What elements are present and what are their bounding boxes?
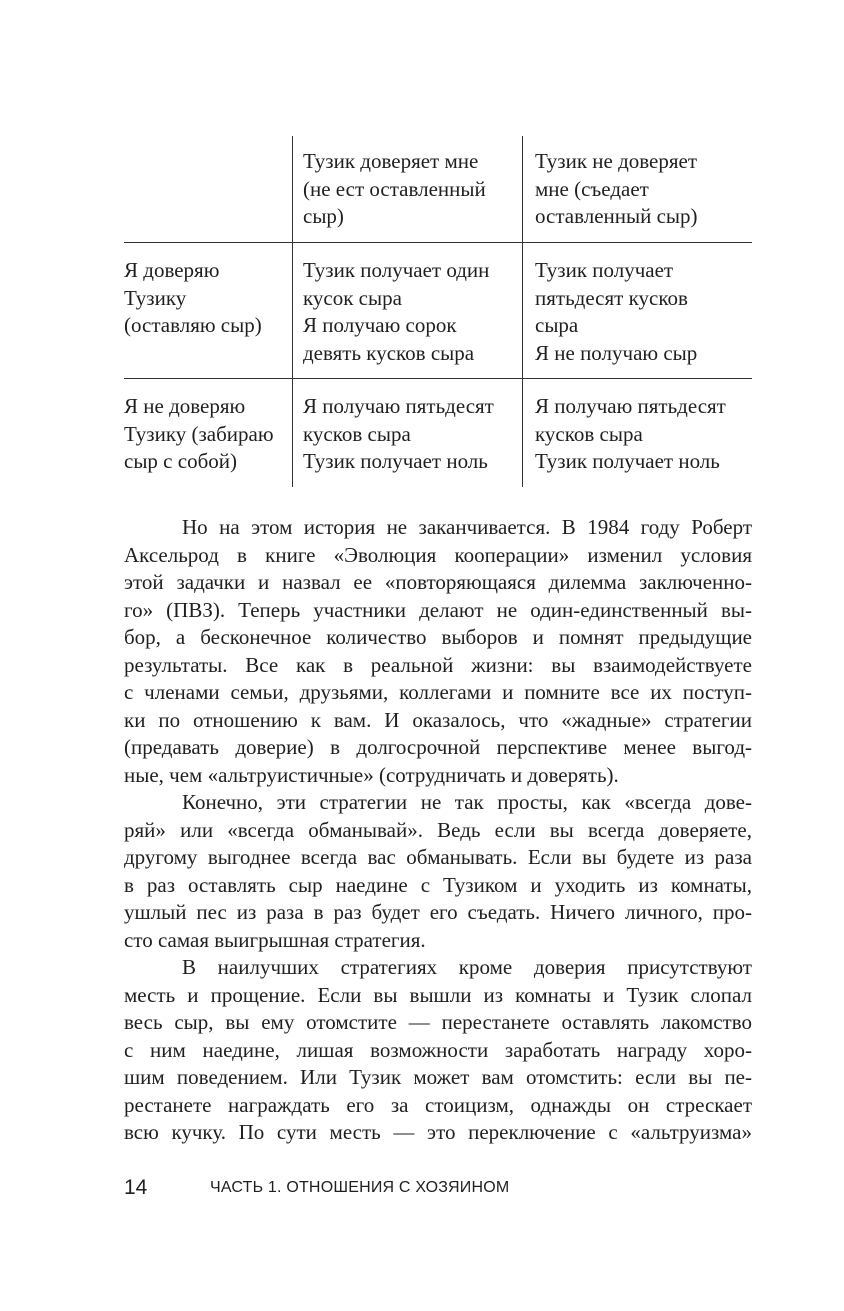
- table-row-label-i-distrust: Я не доверяю Тузику (забираю сыр с собой): [124, 394, 274, 473]
- table-row-label-i-trust: Я доверяю Тузику (оставляю сыр): [124, 258, 262, 337]
- paragraph-2: [124, 789, 752, 954]
- text-line: ряй» или «всегда обманывай». Ведь если вы всегда доверяете,: [124, 817, 752, 842]
- text-line: бор, а бесконечное количество выборов и помнят предыдущие: [124, 625, 752, 649]
- payoff-table: [124, 136, 752, 487]
- text-line: Но на этом история не заканчивается. В 1984 году Роберт: [182, 515, 752, 539]
- text-line: весь сыр, вы ему отомстите — перестанете оставлять лакомство: [124, 1010, 752, 1034]
- table-row: [124, 243, 752, 379]
- table-cell: Я получаю пятьдесят кусков сыра Тузик получает ноль: [522, 379, 752, 487]
- text-line: (предавать доверие) в долгосрочной перспективе менее выгод-: [124, 735, 752, 759]
- text-line: всю кучку. По сути месть — это переключение с «альтруизма»: [124, 1120, 752, 1144]
- text-line: шим поведением. Или Тузик может вам отомстить: если вы пе-: [124, 1065, 752, 1089]
- text-line: этой задачки и назвал ее «повторяющаяся дилемма заключенно-: [124, 570, 752, 594]
- text-line: результаты. Все как в реальной жизни: вы взаимодействуете: [124, 652, 752, 677]
- table-row: [124, 379, 752, 487]
- text-line: в раз оставлять сыр наедине с Тузиком и уходить из комнаты,: [124, 872, 752, 897]
- table-cell: Тузик получает пятьдесят кусков сыра Я не получаю сыр: [522, 243, 752, 378]
- text-line: го» (ПВЗ). Теперь участники делают не один-единственный вы-: [124, 597, 752, 622]
- table-header-cell-tuzik-distrusts: Тузик не доверяет мне (съедает оставленный сыр): [522, 136, 752, 242]
- paragraph-1: [124, 514, 752, 789]
- text-line: другому выгоднее всегда вас обманывать. Если вы будете из раза: [124, 845, 752, 869]
- page-number: 14: [124, 1176, 148, 1199]
- body-text: [124, 514, 752, 1147]
- table-header-cell-tuzik-trusts: Тузик доверяет мне (не ест оставленный сыр): [292, 136, 522, 242]
- text-line: ушлый пес из раза в раз будет его съедать. Ничего личного, про-: [124, 900, 752, 924]
- text-line: В наилучших стратегиях кроме доверия присутствуют: [182, 955, 752, 979]
- text-line: рестанете награждать его за стоицизм, однажды он стрескает: [124, 1092, 752, 1117]
- text-line: сто самая выигрышная стратегия.: [124, 927, 426, 952]
- table-cell: Тузик получает один кусок сыра Я получаю сорок девять кусков сыра: [292, 243, 522, 378]
- text-line: с ним наедине, лишая возможности заработать награду хоро-: [124, 1037, 752, 1062]
- table-cell: Я получаю пятьдесят кусков сыра Тузик получает ноль: [292, 379, 522, 487]
- table-header-cell-empty: [124, 136, 292, 242]
- text-line: Аксельрод в книге «Эволюция кооперации» изменил условия: [124, 542, 752, 567]
- text-line: ные, чем «альтруистичные» (сотрудничать и доверять).: [124, 762, 619, 787]
- paragraph-3: [124, 954, 752, 1147]
- table-header-row: [124, 136, 752, 243]
- text-line: месть и прощение. Если вы вышли из комнаты и Тузик слопал: [124, 982, 752, 1007]
- text-line: ки по отношению к вам. И оказалось, что «жадные» стратегии: [124, 707, 752, 732]
- running-head: ЧАСТЬ 1. ОТНОШЕНИЯ С ХОЗЯИНОМ: [210, 1179, 510, 1196]
- text-line: Конечно, эти стратегии не так просты, как «всегда дове-: [182, 790, 752, 814]
- text-line: с членами семьи, друзьями, коллегами и помните все их поступ-: [124, 680, 752, 704]
